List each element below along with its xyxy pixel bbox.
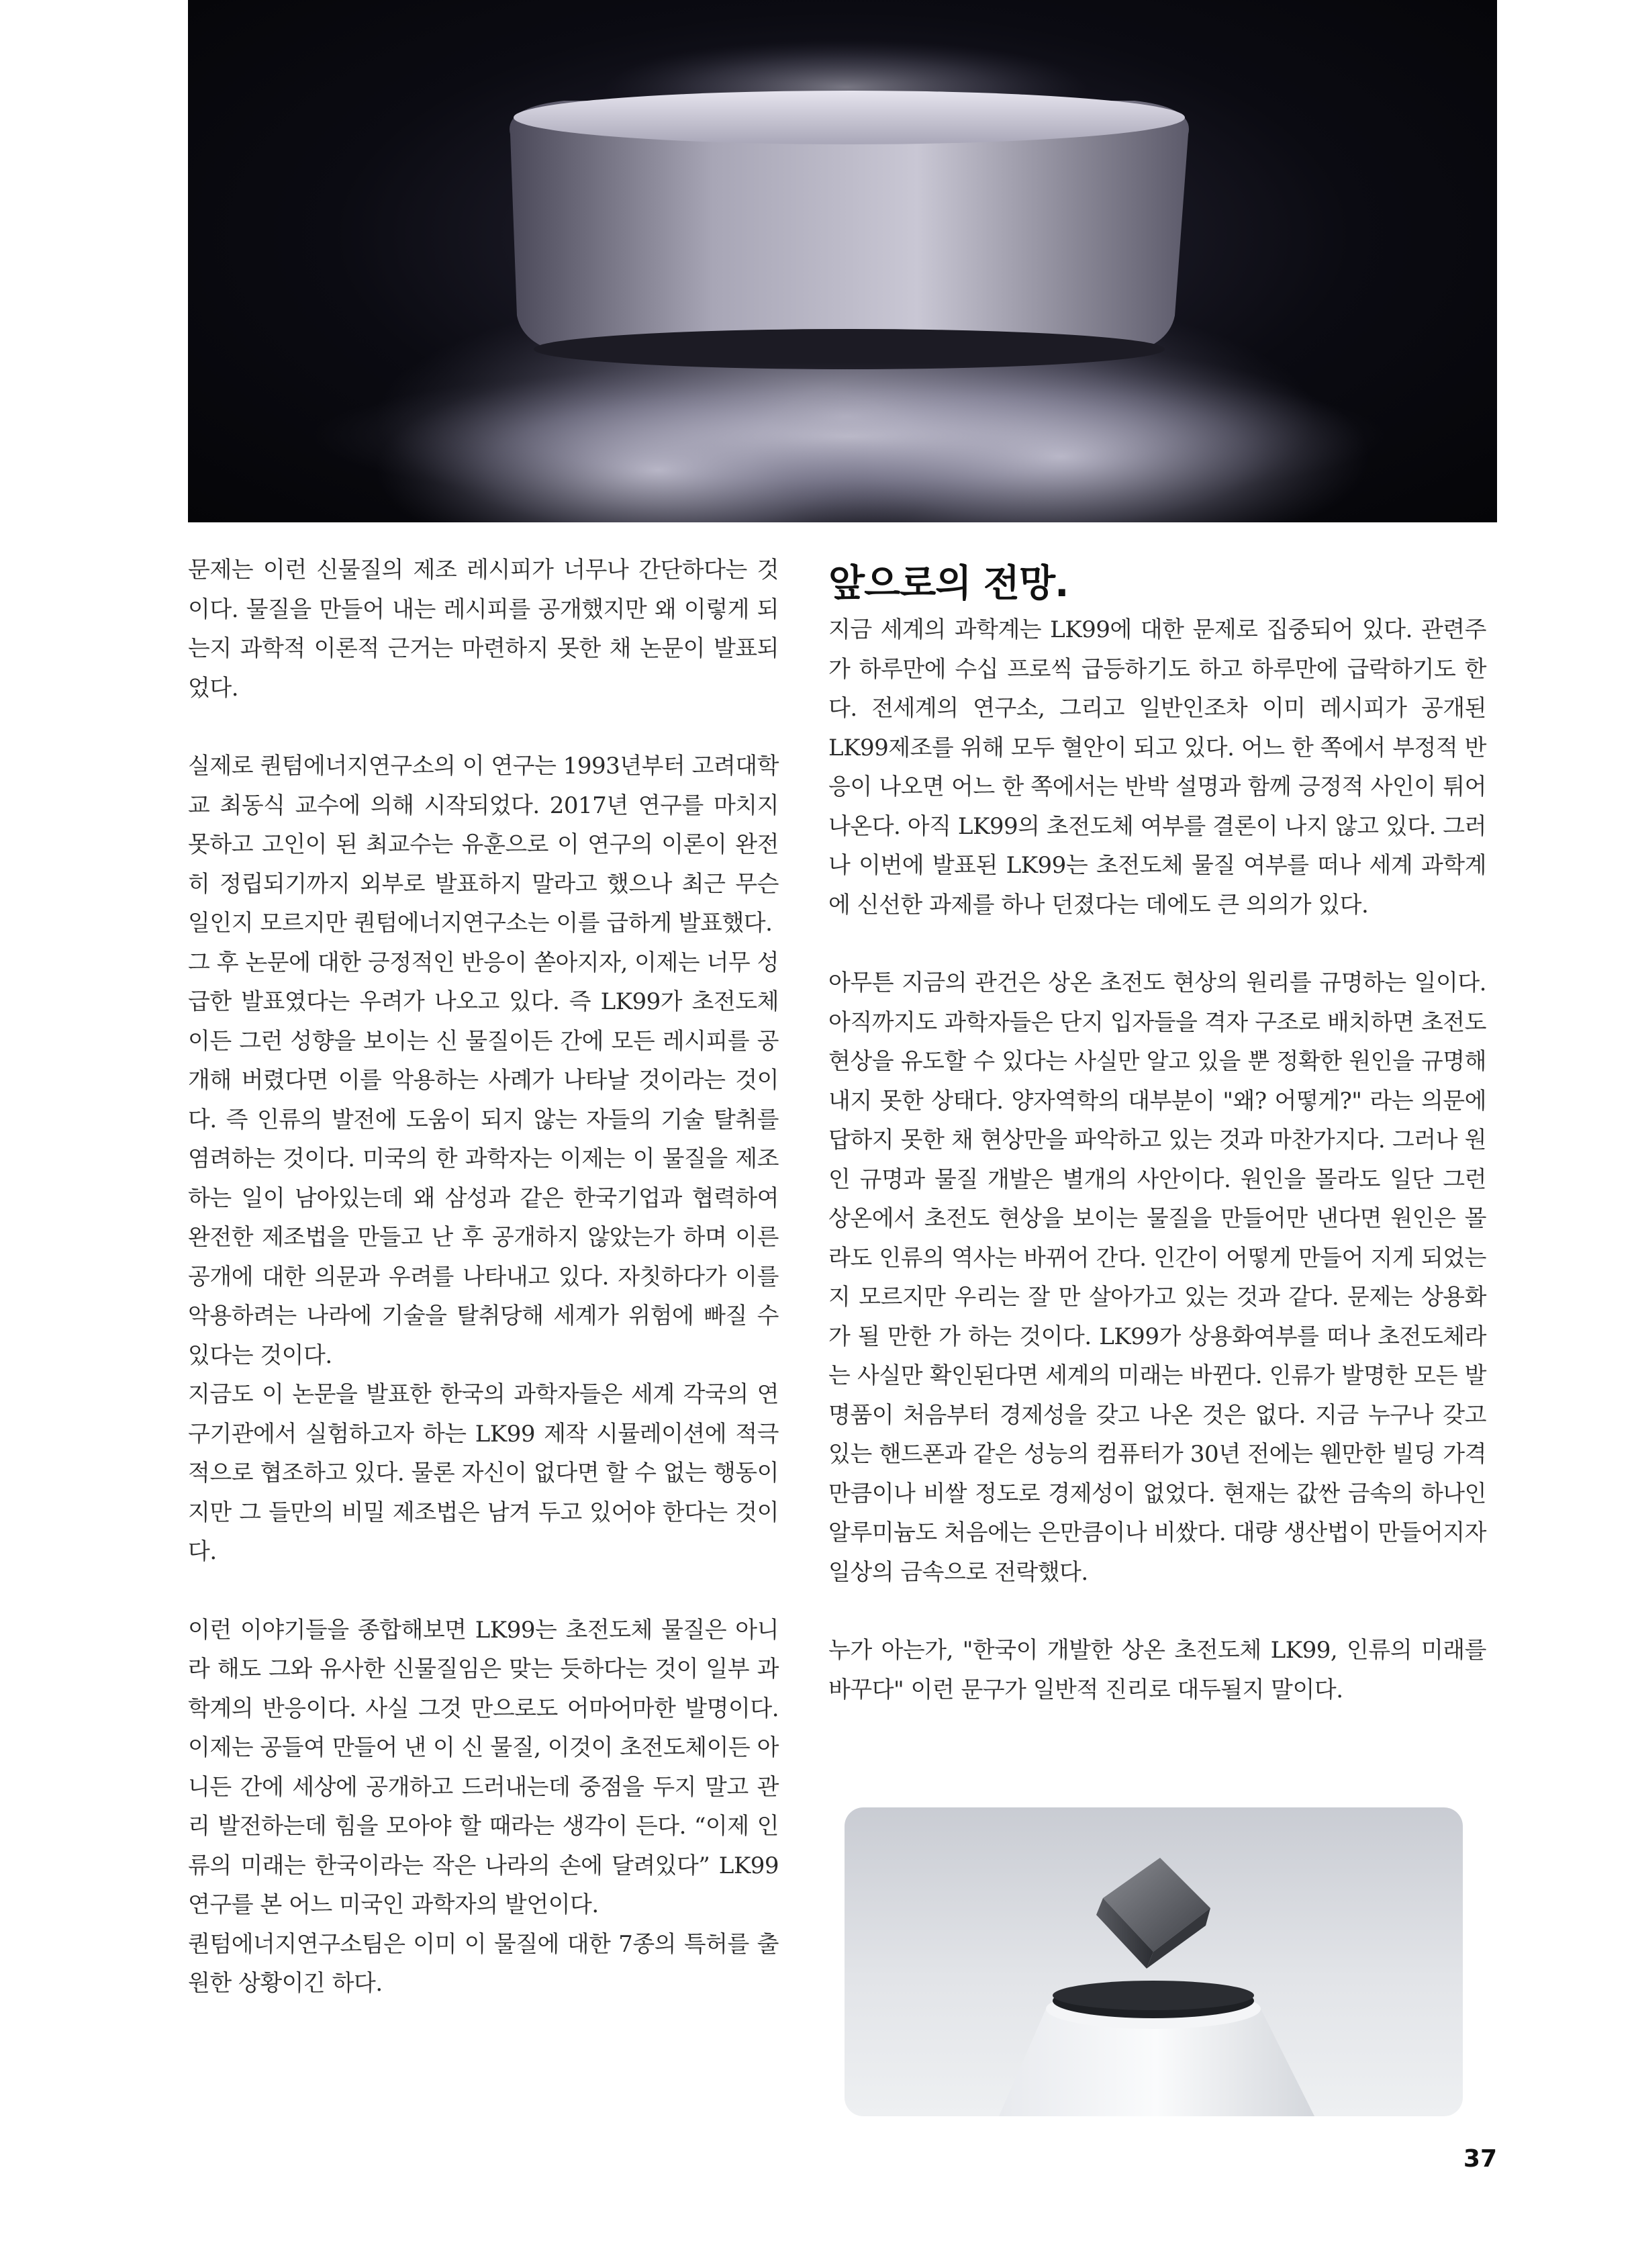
body-paragraph: 지금도 이 논문을 발표한 한국의 과학자들은 세계 각국의 연구기관에서 실험하고자 하는 LK99 제작 시뮬레이션에 적극적으로 협조하고 있다. 물론 자신이 없다면 할 수 없는 행동이지만 그 들만의 비밀 제조법은 남겨 두고 있어야 한다는 것이다. [188,1381,779,1565]
body-paragraph: 누가 아는가, "한국이 개발한 상온 초전도체 LK99, 인류의 미래를 바꾸다" 이런 문구가 일반적 진리로 대두될지 말이다. [828,1637,1486,1703]
left-column [188,551,779,2003]
body-paragraph: 퀀텀에너지연구소팀은 이미 이 물질에 대한 7종의 특허를 출원한 상황이긴 하다. [188,1930,779,1997]
body-paragraph: 지금 세계의 과학계는 LK99에 대한 문제로 집중되어 있다. 관련주가 하루만에 수십 프로씩 급등하기도 하고 하루만에 급락하기도 한다. 전세계의 연구소, 그리고 일반인조차 이미 레시피가 공개된 LK99제조를 위해 모두 혈안이 되고 있다. 어느 한 쪽에서 부정적 반응이 나오면 어느 한 쪽에서는 반박 설명과 함께 긍정적 사인이 튀어나온다. 아직 LK99의 초전도체 여부를 결론이 나지 않고 있다. 그러나 이번에 발표된 LK99는 초전도체 물질 여부를 떠나 세계 과학계에 신선한 과제를 하나 던졌다는 데에도 큰 의의가 있다. [828,616,1486,918]
levitation-photo [845,1807,1463,2116]
body-paragraph: 이런 이야기들을 종합해보면 LK99는 초전도체 물질은 아니라 해도 그와 유사한 신물질임은 맞는 듯하다는 것이 일부 과학계의 반응이다. 사실 그것 만으로도 어마어마한 발명이다. 이제는 공들여 만들어 낸 이 신 물질, 이것이 초전도체이든 아니든 간에 세상에 공개하고 드러내는데 중점을 두지 말고 관리 발전하는데 힘을 모아야 할 때라는 생각이 든다. “이제 인류의 미래는 한국이라는 작은 나라의 손에 달려있다” LK99 연구를 본 어느 미국인 과학자의 발언이다. [188,1616,779,1918]
body-paragraph: 그 후 논문에 대한 긍정적인 반응이 쏟아지자, 이제는 너무 성급한 발표였다는 우려가 나오고 있다. 즉 LK99가 초전도체이든 그런 성향을 보이는 신 물질이든 간에 모든 레시피를 공개해 버렸다면 이를 악용하는 사례가 나타날 것이라는 것이다. 즉 인류의 발전에 도움이 되지 않는 자들의 기술 탈취를 염려하는 것이다. 미국의 한 과학자는 이제는 이 물질을 제조하는 일이 남아있는데 왜 삼성과 같은 한국기업과 협력하여 완전한 제조법을 만들고 난 후 공개하지 않았는가 하며 이른 공개에 대한 의문과 우려를 나타내고 있다. 자칫하다가 이를 악용하려는 나라에 기술을 탈취당해 세계가 위험에 빠질 수 있다는 것이다. [188,949,779,1369]
right-column [828,561,1486,1748]
hero-photo [188,0,1497,522]
levitating-cube-illustration [845,1807,1463,2116]
body-paragraph: 문제는 이런 신물질의 제조 레시피가 너무나 간단하다는 것이다. 물질을 만들어 내는 레시피를 공개했지만 왜 이렇게 되는지 과학적 이론적 근거는 마련하지 못한 채 논문이 발표되었다. [188,557,779,702]
body-paragraph: 아무튼 지금의 관건은 상온 초전도 현상의 원리를 규명하는 일이다. 아직까지도 과학자들은 단지 입자들을 격자 구조로 배치하면 초전도 현상을 유도할 수 있다는 사실만 알고 있을 뿐 정확한 원인을 규명해내지 못한 상태다. 양자역학의 대부분이 "왜? 어떻게?" 라는 의문에 답하지 못한 채 현상만을 파악하고 있는 것과 마찬가지다. 그러나 원인 규명과 물질 개발은 별개의 사안이다. 원인을 몰라도 일단 그런 상온에서 초전도 현상을 보이는 물질을 만들어만 낸다면 원인은 몰라도 인류의 역사는 바뀌어 간다. 인간이 어떻게 만들어 지게 되었는지 모르지만 우리는 잘 만 살아가고 있는 것과 같다. 문제는 상용화가 될 만한 가 하는 것이다. LK99가 상용화여부를 떠나 초전도체라는 사실만 확인된다면 세계의 미래는 바뀐다. 인류가 발명한 모든 발명품이 처음부터 경제성을 갖고 나온 것은 없다. 지금 누구나 갖고 있는 핸드폰과 같은 성능의 컴퓨터가 30년 전에는 웬만한 빌딩 가격만큼이나 비쌀 정도로 경제성이 없었다. 현재는 값싼 금속의 하나인 알루미늄도 처음에는 은만큼이나 비쌌다. 대량 생산법이 만들어지자 일상의 금속으로 전락했다. [828,970,1486,1586]
section-heading: 앞으로의 전망. [828,562,1069,606]
body-paragraph: 실제로 퀀텀에너지연구소의 이 연구는 1993년부터 고려대학교 최동식 교수에 의해 시작되었다. 2017년 연구를 마치지 못하고 고인이 된 최교수는 유훈으로 이 연구의 이론이 완전히 정립되기까지 외부로 발표하지 말라고 했으나 최근 무슨 일인지 모르지만 퀀텀에너지연구소는 이를 급하게 발표했다. [188,753,779,937]
page-number: 37 [1463,2145,1497,2173]
superconductor-photo-illustration [188,0,1497,522]
